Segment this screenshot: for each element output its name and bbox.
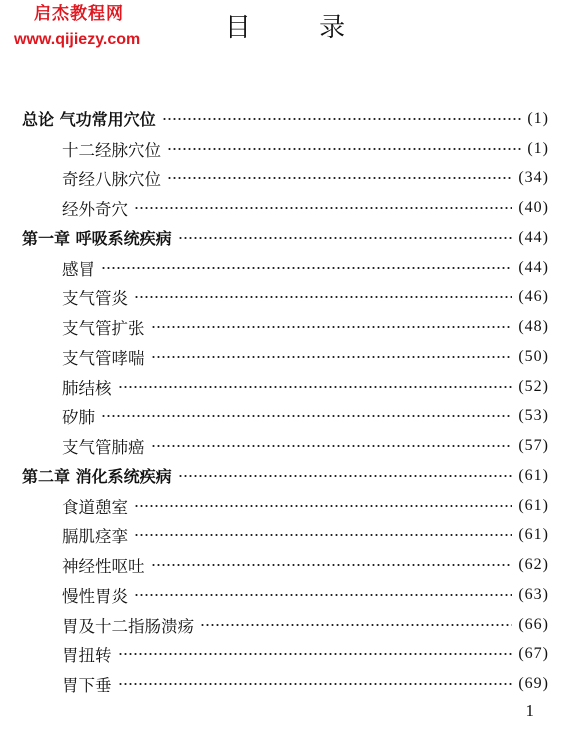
toc-section-entry[interactable] — [22, 640, 549, 670]
dot-leader — [134, 291, 512, 303]
dot-leader — [134, 529, 512, 541]
dot-leader — [151, 440, 513, 452]
watermark-url: www.qijiezy.com — [14, 31, 141, 48]
toc-entry-page: (61) — [518, 466, 549, 484]
toc-entry-title: 奇经八脉穴位 — [62, 170, 161, 190]
toc-entry-title: 支气管肺癌 — [62, 438, 145, 458]
toc-entry-title: 第二章 消化系统疾病 — [22, 467, 172, 487]
toc-entry-title: 胃及十二指肠溃疡 — [62, 616, 194, 636]
toc-entry-page: (1) — [527, 139, 549, 157]
dot-leader — [200, 619, 512, 631]
toc-entry-page: (67) — [518, 645, 549, 663]
toc-entry-page: (48) — [518, 318, 549, 336]
toc-entry-page: (1) — [527, 109, 549, 127]
toc-entry-page: (34) — [518, 169, 549, 187]
toc-entry-title: 膈肌痉挛 — [62, 527, 128, 547]
toc-section-entry[interactable] — [22, 550, 549, 580]
page-number: 1 — [525, 701, 534, 720]
toc-section-entry[interactable] — [22, 164, 549, 194]
dot-leader — [118, 678, 513, 690]
toc-entry-page: (66) — [518, 615, 549, 633]
toc-entry-page: (44) — [518, 228, 549, 246]
toc-section-entry[interactable] — [22, 491, 549, 521]
toc-section-entry[interactable] — [22, 193, 549, 223]
toc-section-entry[interactable] — [22, 372, 549, 402]
dot-leader — [151, 351, 513, 363]
toc-entry-page: (44) — [518, 258, 549, 276]
toc-entry-page: (53) — [518, 407, 549, 425]
dot-leader — [134, 589, 512, 601]
dot-leader — [167, 143, 521, 155]
toc-chapter-entry[interactable] — [22, 104, 549, 134]
dot-leader — [101, 410, 512, 422]
toc-section-entry[interactable] — [22, 521, 549, 551]
table-of-contents — [22, 104, 549, 699]
toc-entry-page: (50) — [518, 347, 549, 365]
dot-leader — [134, 500, 512, 512]
toc-entry-page: (46) — [518, 288, 549, 306]
toc-section-entry[interactable] — [22, 402, 549, 432]
toc-section-entry[interactable] — [22, 580, 549, 610]
toc-chapter-entry[interactable] — [22, 223, 549, 253]
dot-leader — [134, 202, 512, 214]
toc-section-entry[interactable] — [22, 431, 549, 461]
toc-entry-title: 总论 气功常用穴位 — [22, 110, 156, 130]
toc-entry-page: (63) — [518, 585, 549, 603]
toc-section-entry[interactable] — [22, 610, 549, 640]
toc-chapter-entry[interactable] — [22, 461, 549, 491]
toc-entry-title: 食道憩室 — [62, 497, 128, 517]
toc-entry-title: 神经性呕吐 — [62, 557, 145, 577]
dot-leader — [178, 232, 513, 244]
toc-entry-title: 支气管炎 — [62, 289, 128, 309]
toc-entry-title: 胃下垂 — [62, 676, 112, 696]
toc-entry-title: 矽肺 — [62, 408, 95, 428]
toc-section-entry[interactable] — [22, 312, 549, 342]
toc-entry-page: (57) — [518, 437, 549, 455]
toc-entry-title: 感冒 — [62, 259, 95, 279]
toc-entry-title: 支气管哮喘 — [62, 348, 145, 368]
toc-section-entry[interactable] — [22, 134, 549, 164]
toc-entry-title: 慢性胃炎 — [62, 586, 128, 606]
toc-section-entry[interactable] — [22, 253, 549, 283]
dot-leader — [151, 321, 513, 333]
dot-leader — [167, 172, 512, 184]
toc-entry-title: 支气管扩张 — [62, 319, 145, 339]
toc-entry-title: 胃扭转 — [62, 646, 112, 666]
toc-entry-page: (40) — [518, 199, 549, 217]
toc-entry-title: 经外奇穴 — [62, 200, 128, 220]
toc-section-entry[interactable] — [22, 669, 549, 699]
toc-section-entry[interactable] — [22, 283, 549, 313]
dot-leader — [118, 381, 513, 393]
dot-leader — [178, 470, 513, 482]
dot-leader — [101, 262, 512, 274]
toc-entry-title: 第一章 呼吸系统疾病 — [22, 229, 172, 249]
dot-leader — [118, 648, 513, 660]
toc-entry-page: (69) — [518, 675, 549, 693]
toc-entry-page: (61) — [518, 496, 549, 514]
toc-entry-page: (62) — [518, 556, 549, 574]
dot-leader — [162, 113, 522, 125]
toc-entry-title: 十二经脉穴位 — [62, 140, 161, 160]
toc-section-entry[interactable] — [22, 342, 549, 372]
dot-leader — [151, 559, 513, 571]
watermark-site-name: 启杰教程网 — [34, 4, 124, 24]
page-title: 目 录 — [224, 13, 376, 43]
toc-entry-title: 肺结核 — [62, 378, 112, 398]
toc-entry-page: (61) — [518, 526, 549, 544]
toc-entry-page: (52) — [518, 377, 549, 395]
